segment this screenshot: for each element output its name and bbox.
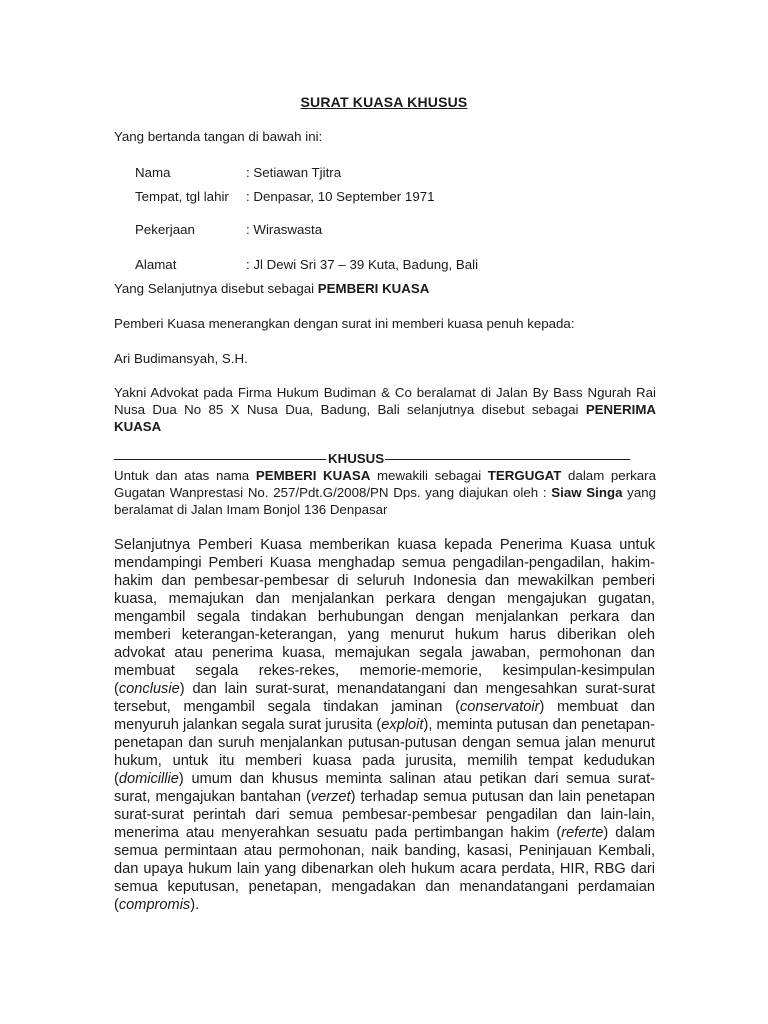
- kuasa-p3: ) membuat dan menyuruh jalankan segala surat jurusita (: [114, 699, 655, 733]
- kuasa-i7: compromis: [118, 897, 191, 913]
- pemberi-kuasa-bold: PEMBERI KUASA: [317, 281, 430, 296]
- nama-label: Nama: [135, 165, 171, 180]
- kuasa-i1: conclusie: [118, 681, 180, 697]
- divider-line-left: [114, 459, 326, 460]
- document-title: SURAT KUASA KHUSUS: [300, 94, 468, 110]
- penerima-name: Ari Budimansyah, S.H.: [114, 351, 248, 366]
- kuasa-i4: domicillie: [118, 771, 179, 787]
- kuasa-p6: ) terhadap semua putusan dan lain penetapan surat-surat perintah dari semua pembesar-pembesar pengadilan dan lain-lain, menerima atau menyerahkan sesuatu pada pertimbangan hakim (: [114, 789, 655, 841]
- intro-text: Yang bertanda tangan di bawah ini:: [114, 129, 323, 144]
- perkara-t3: dalam perkara Gugatan Wanprestasi No. 257/Pdt.G/2008/PN Dps. yang diajukan oleh :: [114, 468, 656, 500]
- perkara-b1: PEMBERI KUASA: [255, 468, 371, 483]
- kuasa-paragraph: [114, 536, 655, 914]
- kuasa-p8: ).: [190, 897, 200, 913]
- perkara-t4: yang beralamat di Jalan Imam Bonjol 136 Denpasar: [114, 485, 657, 517]
- pemberi-prefix: Yang Selanjutnya disebut sebagai: [114, 281, 318, 296]
- kuasa-p5: ) umum dan khusus meminta salinan atau petikan dari semua surat-surat, mengajukan bantahan (: [114, 771, 655, 805]
- menerangkan-text: Pemberi Kuasa menerangkan dengan surat ini memberi kuasa penuh kepada:: [114, 316, 575, 331]
- kuasa-i6: referte: [561, 825, 604, 841]
- kuasa-i2: conservatoir: [459, 699, 540, 715]
- khusus-label: KHUSUS: [328, 451, 385, 466]
- divider-line-right: [384, 459, 630, 460]
- kuasa-p1: Selanjutnya Pemberi Kuasa memberikan kuasa kepada Penerima Kuasa untuk mendampingi Pemberi Kuasa menghadap semua pengadilan-pengadilan, hakim-hakim dan pembesar-pembesar di seluruh Indonesia dan mewakilkan pemberi kuasa, memajukan dan menjalankan perkara dengan mengajukan gugatan, mengambil segala tindakan berhubungan dengan menjalankan perkara dan memberi keterangan-keterangan, yang menurut hukum harus diberikan oleh advokat atau penerima kuasa, memajukan segala jawaban, permohonan dan membuat segala rekes-rekes, memorie-memorie, kesimpulan-kesimpulan (: [114, 537, 655, 697]
- alamat-label: Alamat: [135, 257, 177, 272]
- pemberi-kuasa-line: [114, 281, 429, 296]
- kuasa-p2: ) dan lain surat-surat, menandatangani dan mengesahkan surat-surat tersebut, mengambil segala tindakan jaminan (: [114, 681, 655, 715]
- kuasa-p4: ), meminta putusan dan penetapan-penetapan dan suruh menjalankan putusan-putusan dengan semua jalan menurut hukum, untuk itu memberi kuasa pada jurusita, memilih tempat kedudukan (: [114, 717, 655, 787]
- nama-value: : Setiawan Tjitra: [246, 165, 342, 180]
- khusus-divider: [114, 451, 630, 467]
- advokat-paragraph: [114, 384, 656, 435]
- perkara-b3: Siaw Singa: [551, 485, 623, 500]
- penerima-kuasa-bold: PENERIMA KUASA: [114, 402, 656, 434]
- perkara-t1: Untuk dan atas nama: [114, 468, 256, 483]
- perkara-b2: TERGUGAT: [487, 468, 562, 483]
- kuasa-i5: verzet: [310, 789, 351, 805]
- pekerjaan-value: : Wiraswasta: [246, 222, 323, 237]
- kuasa-p7: ) dalam semua permintaan atau permohonan, naik banding, kasasi, Peninjauan Kembali, dan upaya hukum lain yang dibenarkan oleh hukum acara perdata, HIR, RBG dari semua keputusan, penetapan, mengadakan dan menandatangani perdamaian (: [114, 825, 655, 913]
- perkara-paragraph: [114, 467, 656, 518]
- kuasa-i3: exploit: [381, 717, 424, 733]
- ttl-label: Tempat, tgl lahir: [135, 189, 229, 204]
- advokat-text: Yakni Advokat pada Firma Hukum Budiman & Co beralamat di Jalan By Bass Ngurah Rai Nusa Dua No 85 X Nusa Dua, Badung, Bali selanjutnya disebut sebagai: [114, 385, 656, 417]
- perkara-t2: mewakili sebagai: [370, 468, 488, 483]
- alamat-value: : Jl Dewi Sri 37 – 39 Kuta, Badung, Bali: [246, 257, 479, 272]
- ttl-value: : Denpasar, 10 September 1971: [246, 189, 435, 204]
- pekerjaan-label: Pekerjaan: [135, 222, 195, 237]
